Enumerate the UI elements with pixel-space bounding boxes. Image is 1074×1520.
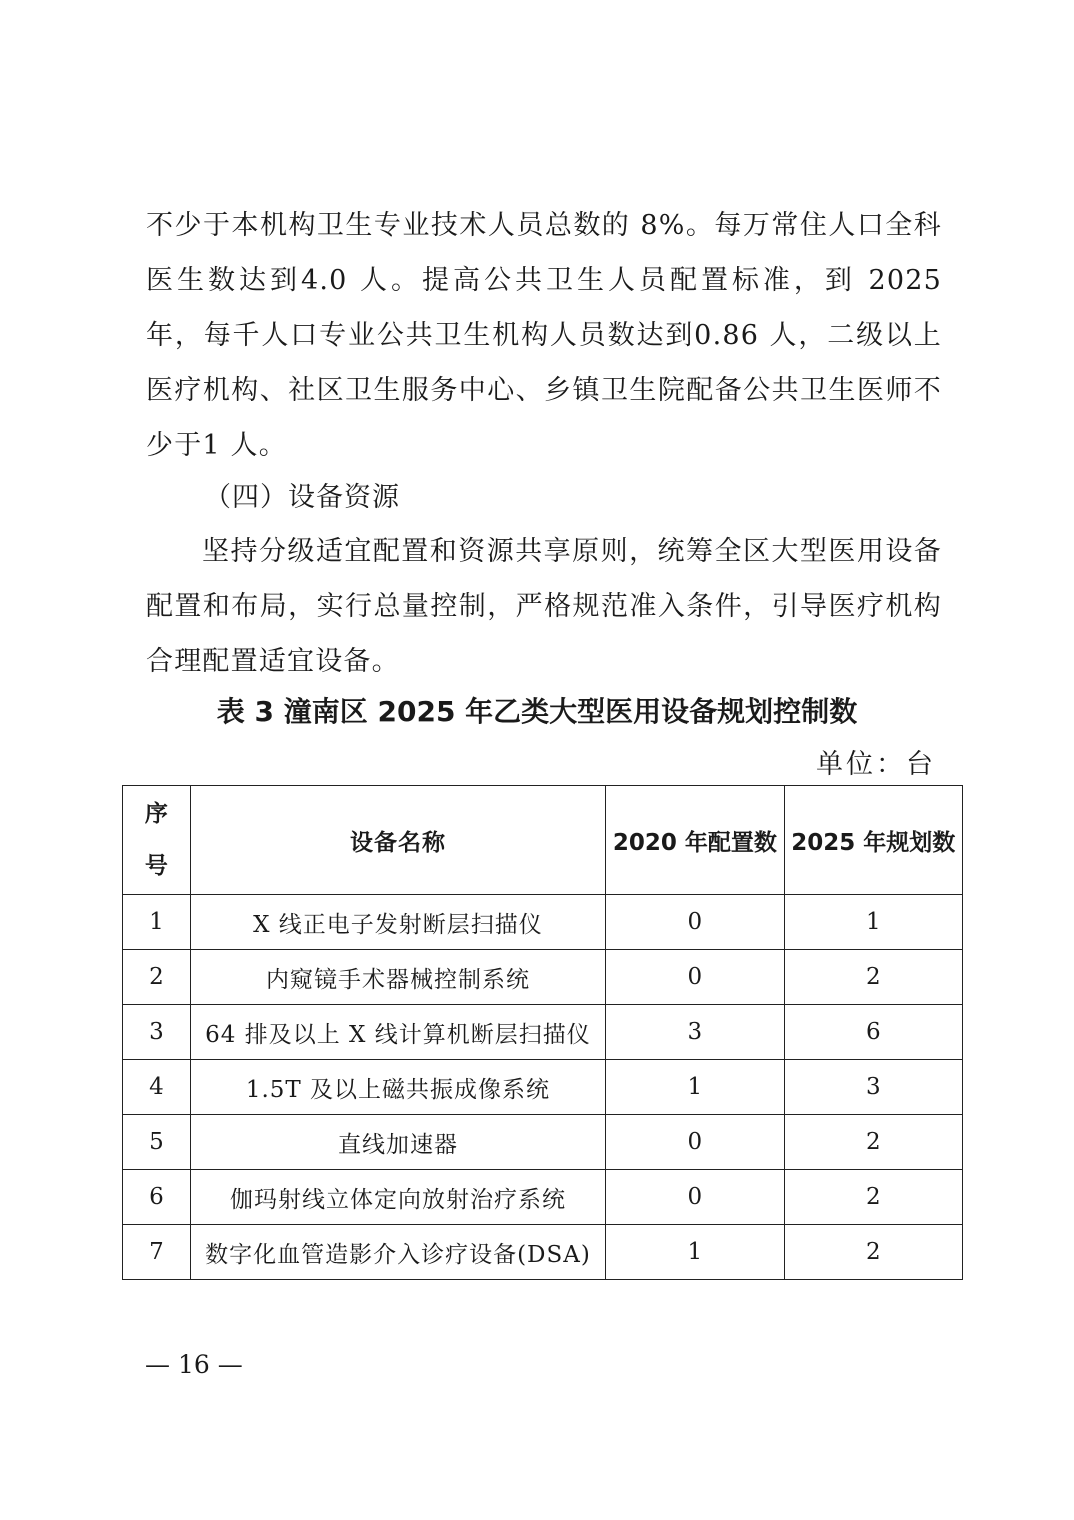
table-title: 表 3 潼南区 2025 年乙类大型医用设备规划控制数 xyxy=(216,695,858,728)
cell-2025: 2 xyxy=(784,1225,962,1280)
body-paragraph-2: 坚持分级适宜配置和资源共享原则，统筹全区大型医用设备配置和布局，实行总量控制，严格规范准入条件，引导医疗机构合理配置适宜设备。 xyxy=(146,536,942,677)
body-paragraph-1: 不少于本机构卫生专业技术人员总数的 8%。每万常住人口全科医生数达到4.0 人。提高公共卫生人员配置标准，到 2025 年，每千人口专业公共卫生机构人员数达到0.86 人，二级以上医疗机构、社区卫生服务中心、乡镇卫生院配备公共卫生医师不少于1 人。 xyxy=(146,210,942,461)
cell-2025: 2 xyxy=(784,1115,962,1170)
table-row xyxy=(123,1060,963,1115)
cell-2025: 1 xyxy=(784,895,962,950)
table-row xyxy=(123,1225,963,1280)
cell-2025: 3 xyxy=(784,1060,962,1115)
cell-name: 内窥镜手术器械控制系统 xyxy=(190,950,605,1005)
cell-name: 数字化血管造影介入诊疗设备(DSA) xyxy=(190,1225,605,1280)
header-seq xyxy=(123,786,191,895)
header-2025: 2025 年规划数 xyxy=(784,786,962,895)
cell-2020: 1 xyxy=(606,1060,784,1115)
cell-name: 直线加速器 xyxy=(190,1115,605,1170)
cell-name: 1.5T 及以上磁共振成像系统 xyxy=(190,1060,605,1115)
cell-2020: 0 xyxy=(606,895,784,950)
cell-seq: 7 xyxy=(123,1225,191,1280)
cell-seq: 5 xyxy=(123,1115,191,1170)
cell-2020: 3 xyxy=(606,1005,784,1060)
cell-2020: 0 xyxy=(606,1170,784,1225)
table-row xyxy=(123,1115,963,1170)
header-seq-line2: 号 xyxy=(144,853,168,879)
cell-seq: 3 xyxy=(123,1005,191,1060)
table-row xyxy=(123,950,963,1005)
header-2020: 2020 年配置数 xyxy=(606,786,784,895)
page-number: — 16 — xyxy=(145,1350,243,1379)
cell-name: 64 排及以上 X 线计算机断层扫描仪 xyxy=(190,1005,605,1060)
cell-2020: 0 xyxy=(606,950,784,1005)
header-name: 设备名称 xyxy=(190,786,605,895)
table-row xyxy=(123,1170,963,1225)
cell-seq: 2 xyxy=(123,950,191,1005)
cell-2025: 2 xyxy=(784,1170,962,1225)
cell-2025: 2 xyxy=(784,950,962,1005)
section-heading: （四）设备资源 xyxy=(204,482,400,513)
table-row xyxy=(123,1005,963,1060)
cell-seq: 4 xyxy=(123,1060,191,1115)
table-unit: 单位：台 xyxy=(816,749,936,780)
cell-name: X 线正电子发射断层扫描仪 xyxy=(190,895,605,950)
cell-seq: 1 xyxy=(123,895,191,950)
cell-2025: 6 xyxy=(784,1005,962,1060)
cell-name: 伽玛射线立体定向放射治疗系统 xyxy=(190,1170,605,1225)
cell-2020: 0 xyxy=(606,1115,784,1170)
equipment-table xyxy=(122,785,963,1280)
table-row xyxy=(123,895,963,950)
cell-seq: 6 xyxy=(123,1170,191,1225)
header-seq-line1: 序 xyxy=(144,801,168,827)
table-header-row xyxy=(123,786,963,895)
cell-2020: 1 xyxy=(606,1225,784,1280)
